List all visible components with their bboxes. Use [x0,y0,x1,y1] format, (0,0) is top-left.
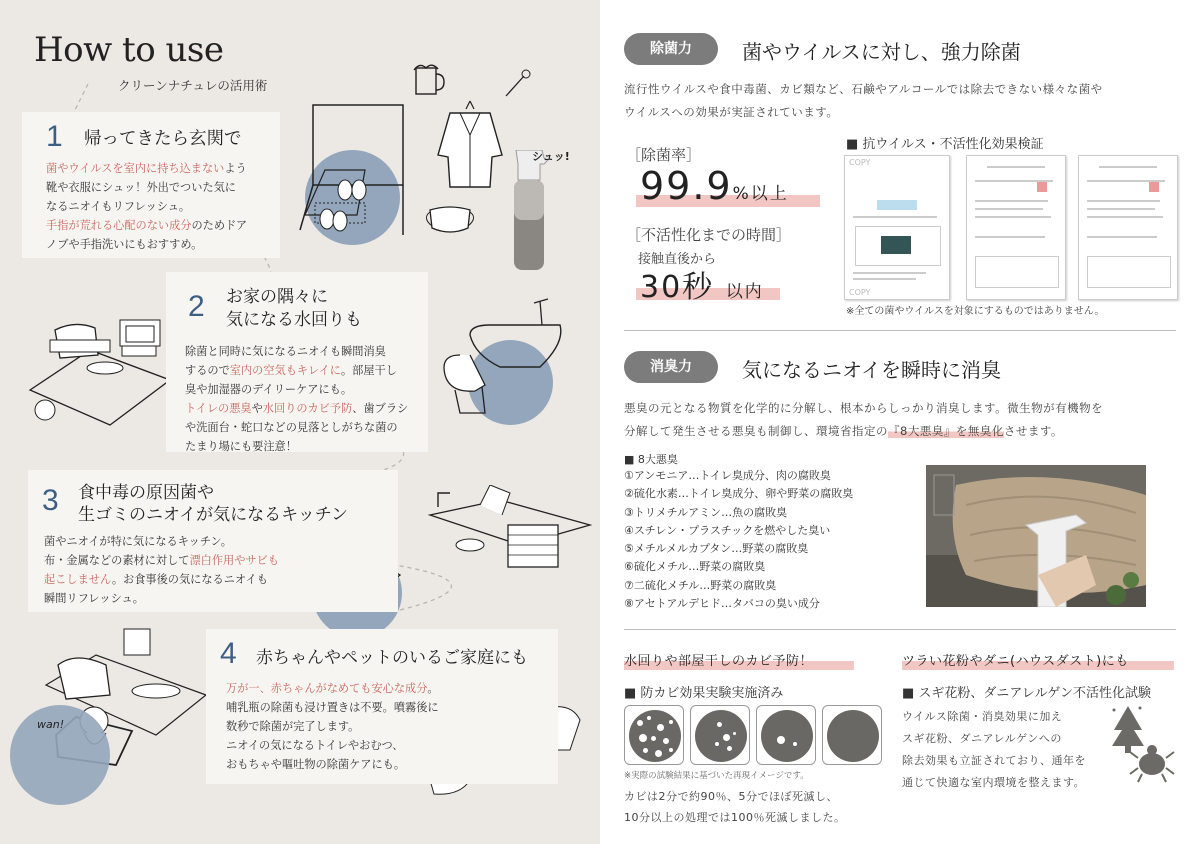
deodorizing-text-2 [624,420,1063,443]
inactivation-value [640,262,764,306]
deodorizing-text-2c: させます。 [1003,424,1063,438]
card-number: 4 [220,637,237,670]
body-text: 。 [427,682,439,695]
body-text: なるニオイもリフレッシュ。 [46,200,191,213]
bathroom-illustration [430,295,580,425]
body-text: 除菌と同時に気になるニオイも瞬間消臭 [185,345,386,358]
test-report-document-1 [844,155,950,300]
body-text: や [251,402,263,415]
body-line [44,551,324,570]
odor-item: ⑧アセトアルデヒド…タバコの臭い成分 [624,597,820,611]
body-line [226,698,486,717]
petri-dish-10min [822,705,882,765]
card-title-line2: 気になる水回りも [226,310,362,330]
card-title-line2: 生ゴミのニオイが気になるキッチン [78,505,348,525]
card-number: 1 [46,120,63,153]
inactivation-number: 30秒 [640,270,715,305]
highlighted-text: 万が一、赤ちゃんがなめても安心な成分 [226,682,428,695]
eight-odors-list [624,467,853,613]
body-text: 菌やニオイが特に気になるキッチン。 [44,535,232,548]
card-number: 2 [188,290,205,323]
deodorizing-pill: 消臭力 [624,351,718,383]
body-line [44,589,324,608]
card-title: お家の隅々に [226,287,328,307]
petri-dish-2min [690,705,750,765]
copy-watermark: COPY [849,288,871,297]
card-title: 帰ってきたら玄関で [84,129,242,149]
body-line [185,399,425,418]
allergen-line: スギ花粉、ダニアレルゲンへの [902,732,1062,745]
highlighted-text: トイレの悪臭 [185,402,252,415]
mold-text-1: カビは2分で約90％、5分でほぼ死滅し、 [624,790,838,803]
body-line [185,380,425,399]
body-line [44,570,324,589]
card-number: 3 [42,484,59,517]
mold-title: 水回りや部屋干しのカビ予防！ [624,654,814,669]
deodorizing-title: 気になるニオイを瞬時に消臭 [742,358,1001,382]
deodorizing-text-2a: 分解して発生させる悪臭も制御し、環境省指定の [624,424,888,438]
card-title: 食中毒の原因菌や [78,483,214,503]
card-baby-pet [206,629,558,784]
odor-item: ④スチレン・プラスチックを燃やした臭い [624,523,831,537]
body-line [185,361,425,380]
allergen-sub: ■ スギ花粉、ダニアレルゲン不活性化試験 [902,686,1152,701]
dog-bark-text: wan! [37,718,65,731]
coat-icon [430,95,510,195]
body-text: するので [185,364,230,377]
odor-item: ②硫化水素…トイレ臭成分、卵や野菜の腐敗臭 [624,487,854,501]
spray-bottle-icon [500,150,560,290]
towel-spray-photo [926,465,1146,607]
highlighted-text: 手指が荒れる心配のない成分 [46,219,192,232]
body-line [185,342,425,361]
mask-icon [420,200,480,240]
divider [624,330,1176,331]
card-body [44,532,324,608]
petri-dish-0min [624,705,684,765]
body-line [44,532,324,551]
body-text: や洗面台・蛇口などの見落としがちな菌の [185,421,398,434]
divider [624,629,1176,630]
inactivation-unit: 以内 [725,282,764,302]
how-to-use-title: How to use [34,30,224,70]
body-line [226,755,486,774]
petri-dish-5min [756,705,816,765]
copy-watermark: COPY [849,158,871,167]
verification-title: ■ 抗ウイルス・不活性化効果検証 [846,137,1044,152]
body-line [46,235,276,254]
mold-text-2: 10分以上の処理では100％死滅しました。 [624,811,846,824]
odor-item: ⑦二硫化メチル…野菜の腐敗臭 [624,578,777,592]
body-text: おもちゃや嘔吐物の除菌ケアにも。 [226,758,406,771]
sterilization-note: ※全ての菌やウイルスを対象にするものではありません。 [846,306,1105,317]
inactivation-label: ［不活性化までの時間］ [626,226,792,244]
body-line [46,159,276,178]
living-room-illustration [20,300,180,430]
body-text: 瞬間リフレッシュ。 [44,592,144,605]
body-text: 。お食事後の気になるニオイも [111,573,268,586]
card-body [46,159,276,254]
deodorizing-text-1: 悪臭の元となる物質を化学的に分解し、根本からしっかり消臭します。微生物が有機物を [624,401,1104,415]
sterilization-pill: 除菌力 [624,33,718,65]
body-line [226,717,486,736]
features-panel [600,0,1200,844]
body-text: 臭や加湿器のデイリーケアにも。 [185,383,353,396]
sterilization-text-1: 流行性ウイルスや食中毒菌、カビ類など、石鹸やアルコールでは除去できない様々な菌や [624,82,1103,96]
body-line [46,178,276,197]
entrance-illustration [295,95,415,245]
card-body [226,679,486,774]
highlighted-text: 室内の空気もキレイに [229,364,341,377]
body-text: 靴や衣服にシュッ！外出でついた気に [46,181,236,194]
body-line [226,679,486,698]
body-text: 布・金属などの素材に対して [44,554,190,567]
kitchen-sink-illustration [410,485,600,595]
sterilization-rate-label: ［除菌率］ [626,146,702,164]
odor-item: ③トリメチルアミン…魚の腐敗臭 [624,505,788,519]
body-line [226,736,486,755]
spray-sound-text: シュッ! [532,150,570,163]
highlighted-text: 水回りのカビ予防 [262,402,353,415]
dust-mite-icon [1128,738,1176,784]
body-text: のためドア [191,219,248,232]
highlighted-text: 菌やウイルスを室内に持ち込まない [46,162,225,175]
allergen-line: ウイルス除菌・消臭効果に加え [902,710,1063,723]
sterilization-rate-value [640,164,789,208]
sterilization-text-2: ウイルスへの効果が実証されています。 [624,105,839,119]
rate-number: 99.9 [640,164,733,208]
odor-item: ①アンモニア…トイレ臭成分、肉の腐敗臭 [624,469,831,482]
body-line [185,418,425,437]
allergen-line: 通じて快適な室内環境を整えます。 [902,776,1086,789]
allergen-title: ツラい花粉やダニ(ハウスダスト)にも [902,654,1129,669]
eight-odors-title: ■ 8大悪臭 [624,453,678,466]
card-kitchen [28,470,398,612]
allergen-line: 除去効果も立証されており、通年を [902,754,1086,767]
card-water-area [166,272,428,452]
test-report-document-3 [1078,155,1178,300]
odor-item: ⑤メチルメルカプタン…野菜の腐敗臭 [624,542,809,556]
test-report-document-2 [966,155,1066,300]
body-line [46,216,276,235]
card-entrance [22,112,280,258]
body-text: ノブや手指洗いにもおすすめ。 [46,238,203,251]
body-text: ニオイの気になるトイレやおむつ、 [226,739,404,752]
how-to-use-subtitle: クリーンナチュレの活用術 [118,78,268,93]
highlighted-text: 起こしません [44,573,112,586]
card-body [185,342,425,456]
body-text: たまり場にも要注意！ [185,440,297,453]
body-text: 、歯ブラシ [352,402,409,415]
eight-odors-highlight: 『8大悪臭』を無臭化 [888,424,1004,438]
body-text: 哺乳瓶の除菌も浸け置きは不要。噴霧後に [226,701,439,714]
mold-note: ※実際の試験結果に基づいた再現イメージです。 [624,771,809,781]
body-text: よう [224,162,247,175]
sterilization-title: 菌やウイルスに対し、強力除菌 [742,40,1021,64]
allergen-text [902,706,1086,794]
inactivation-sub: 接触直後から [638,252,717,267]
card-title: 赤ちゃんやペットのいるご家庭にも [256,648,528,668]
mold-sub: ■ 防カビ効果実験実施済み [624,686,784,701]
rate-unit: %以上 [732,184,789,204]
beer-mug-icon [410,60,450,100]
odor-item: ⑥硫化メチル…野菜の腐敗臭 [624,560,766,574]
body-line [185,437,425,456]
body-text: 数秒で除菌が完了します。 [226,720,360,733]
highlighted-text: 漂白作用やサビも [189,554,279,567]
body-line [46,197,276,216]
body-text: 。部屋干し [340,364,397,377]
